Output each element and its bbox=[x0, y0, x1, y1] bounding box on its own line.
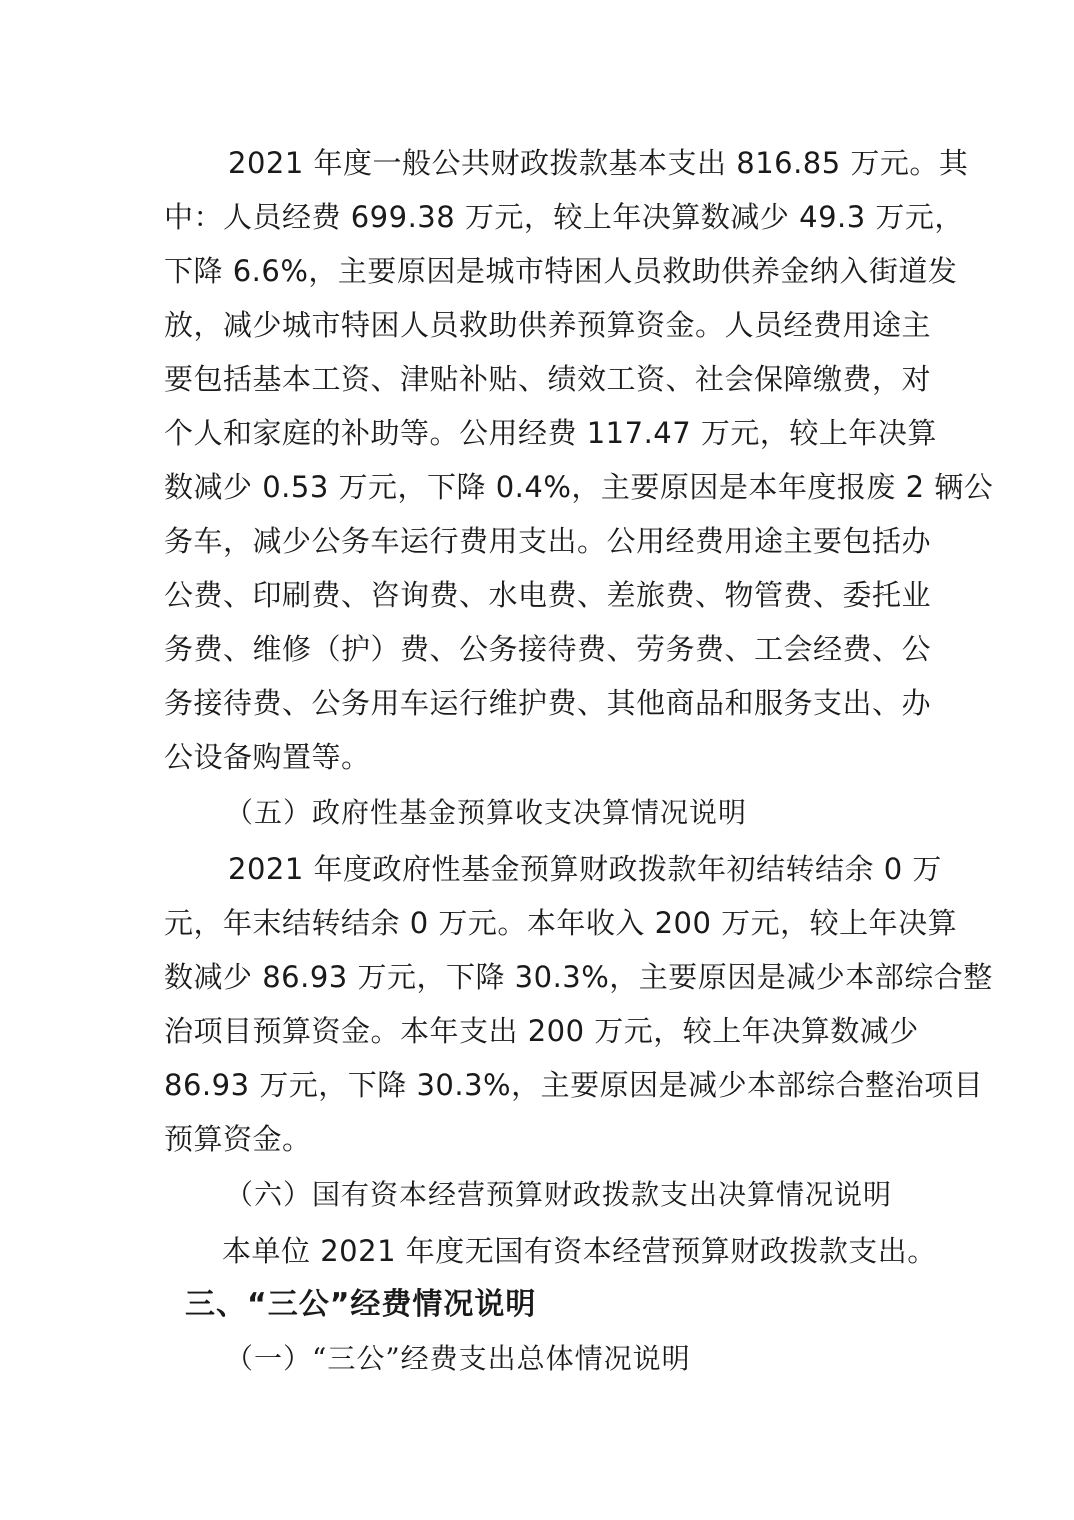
paragraph-line: 预算资金。 bbox=[164, 1122, 312, 1156]
paragraph-line: 元，年末结转结余 0 万元。本年收入 200 万元，较上年决算 bbox=[164, 906, 958, 940]
section-heading: （六）国有资本经营预算财政拨款支出决算情况说明 bbox=[225, 1178, 893, 1211]
paragraph-line: 务车，减少公务车运行费用支出。公用经费用途主要包括办 bbox=[164, 524, 932, 558]
paragraph-line: 下降 6.6%，主要原因是城市特困人员救助供养金纳入街道发 bbox=[164, 254, 958, 288]
paragraph-line: 治项目预算资金。本年支出 200 万元，较上年决算数减少 bbox=[164, 1014, 919, 1048]
paragraph-line: 中：人员经费 699.38 万元，较上年决算数减少 49.3 万元， bbox=[164, 200, 964, 234]
paragraph-line: 要包括基本工资、津贴补贴、绩效工资、社会保障缴费，对 bbox=[164, 362, 932, 396]
paragraph-line: 86.93 万元，下降 30.3%，主要原因是减少本部综合整治项目 bbox=[164, 1068, 984, 1102]
paragraph-line: 2021 年度政府性基金预算财政拨款年初结转结余 0 万 bbox=[228, 852, 942, 886]
paragraph-line: 个人和家庭的补助等。公用经费 117.47 万元，较上年决算 bbox=[164, 416, 937, 450]
section-heading: （五）政府性基金预算收支决算情况说明 bbox=[225, 796, 748, 829]
chapter-heading: 三、“三公”经费情况说明 bbox=[185, 1287, 537, 1322]
paragraph-line: 务费、维修（护）费、公务接待费、劳务费、工会经费、公 bbox=[164, 632, 932, 666]
paragraph-line: 公费、印刷费、咨询费、水电费、差旅费、物管费、委托业 bbox=[164, 578, 932, 612]
paragraph-line: 本单位 2021 年度无国有资本经营预算财政拨款支出。 bbox=[222, 1234, 937, 1268]
paragraph-line: 务接待费、公务用车运行维护费、其他商品和服务支出、办 bbox=[164, 686, 932, 720]
section-heading: （一）“三公”经费支出总体情况说明 bbox=[225, 1342, 691, 1375]
paragraph-line: 2021 年度一般公共财政拨款基本支出 816.85 万元。其 bbox=[228, 146, 969, 180]
paragraph-line: 数减少 0.53 万元，下降 0.4%，主要原因是本年度报废 2 辆公 bbox=[164, 470, 994, 504]
paragraph-line: 公设备购置等。 bbox=[164, 740, 371, 774]
paragraph-line: 数减少 86.93 万元，下降 30.3%，主要原因是减少本部综合整 bbox=[164, 960, 993, 994]
paragraph-line: 放，减少城市特困人员救助供养预算资金。人员经费用途主 bbox=[164, 308, 932, 342]
